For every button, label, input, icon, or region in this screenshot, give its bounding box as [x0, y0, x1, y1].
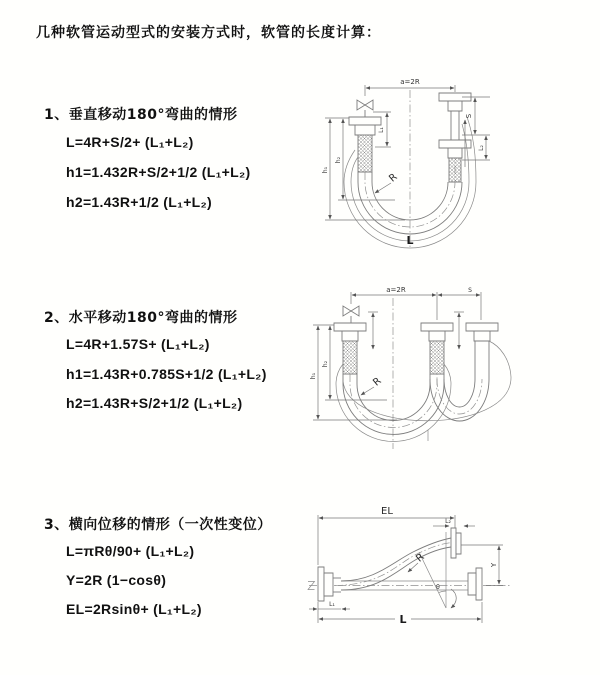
radius-callout	[408, 552, 427, 572]
section-1-formula-h1: h1=1.432R+S/2+1/2 (L₁+L₂)	[66, 164, 251, 180]
stroke-dimension-S	[462, 97, 490, 135]
dim-label-a2r: a=2R	[400, 78, 420, 86]
dim-label-l1: L₁	[378, 127, 385, 133]
section-1-formula-L: L=4R+S/2+ (L₁+L₂)	[66, 134, 194, 150]
moved-hose-inner-wall	[444, 379, 475, 407]
rotation-arrow	[451, 589, 456, 608]
valve-icon	[343, 306, 359, 323]
dim-label-a2r: a=2R	[386, 286, 406, 294]
hose-deep-ghost-arc	[343, 341, 511, 421]
length-label: L	[406, 234, 414, 247]
radius-callout	[361, 376, 384, 395]
section-2-formula-L: L=4R+1.57S+ (L₁+L₂)	[66, 336, 210, 352]
section-3-formula-Y: Y=2R (1−cosθ)	[66, 572, 167, 588]
section-3-formula-L: L=πRθ/90+ (L₁+L₂)	[66, 543, 195, 559]
section-3-formula-EL: EL=2Rsinθ+ (L₁+L₂)	[66, 601, 202, 617]
page-title: 几种软管运动型式的安装方式时，软管的长度计算：	[36, 25, 381, 41]
theta-label: θ	[436, 584, 440, 591]
diagram-lateral-displacement	[305, 502, 515, 632]
dim-label-l2: L₂	[445, 518, 451, 525]
dim-label-l1: L₁	[329, 601, 335, 608]
right-flange-original	[468, 568, 482, 600]
dim-label-y: Y	[490, 562, 498, 568]
radius-label: R	[371, 375, 384, 389]
dim-label-h1: h₁	[322, 166, 329, 174]
middle-flange	[421, 323, 453, 374]
diagram-horizontal-180-bend	[302, 284, 542, 456]
radius-label: R	[414, 551, 427, 565]
dimension-L2	[433, 518, 475, 526]
dimension-EL	[318, 506, 455, 565]
section-1-heading: 1、垂直移动180°弯曲的情形	[44, 107, 238, 123]
dim-label-s: S	[468, 287, 472, 294]
section-2-heading: 2、水平移动180°弯曲的情形	[44, 310, 238, 326]
left-flange	[318, 567, 341, 601]
hose-body	[336, 341, 511, 442]
dim-label-l2: L₂	[478, 145, 485, 151]
top-span-dimensions	[351, 286, 481, 320]
upper-flange-displaced	[451, 528, 461, 558]
section-2-formula-h1: h1=1.43R+0.785S+1/2 (L₁+L₂)	[66, 366, 267, 382]
moved-hose-outer-wall	[430, 379, 489, 421]
dim-label-el: EL	[381, 506, 393, 517]
dim-label-s: S	[465, 113, 473, 119]
section-1-formula-h2: h2=1.43R+1/2 (L₁+L₂)	[66, 194, 213, 210]
length-label: L	[399, 613, 407, 626]
left-flange	[334, 323, 366, 374]
right-flange-lower	[439, 140, 471, 182]
radius-callout	[375, 172, 400, 193]
section-3-heading: 3、横向位移的情形（一次性变位）	[44, 517, 272, 533]
dimension-L	[318, 602, 482, 626]
hose-ghost-position-1	[336, 364, 451, 442]
right-flange-moved	[466, 323, 498, 379]
dim-label-h2: h₂	[322, 360, 329, 368]
left-flange	[349, 117, 381, 172]
radius-label: R	[387, 171, 400, 185]
diagram-vertical-180-bend	[305, 72, 550, 252]
section-2-formula-h2: h2=1.43R+S/2+1/2 (L₁+L₂)	[66, 395, 243, 411]
dim-label-h1: h₁	[310, 372, 317, 380]
curved-hose-displaced	[335, 538, 453, 590]
dim-label-h2: h₂	[335, 156, 342, 164]
valve-icon	[357, 100, 373, 117]
dimension-L1	[309, 601, 350, 609]
